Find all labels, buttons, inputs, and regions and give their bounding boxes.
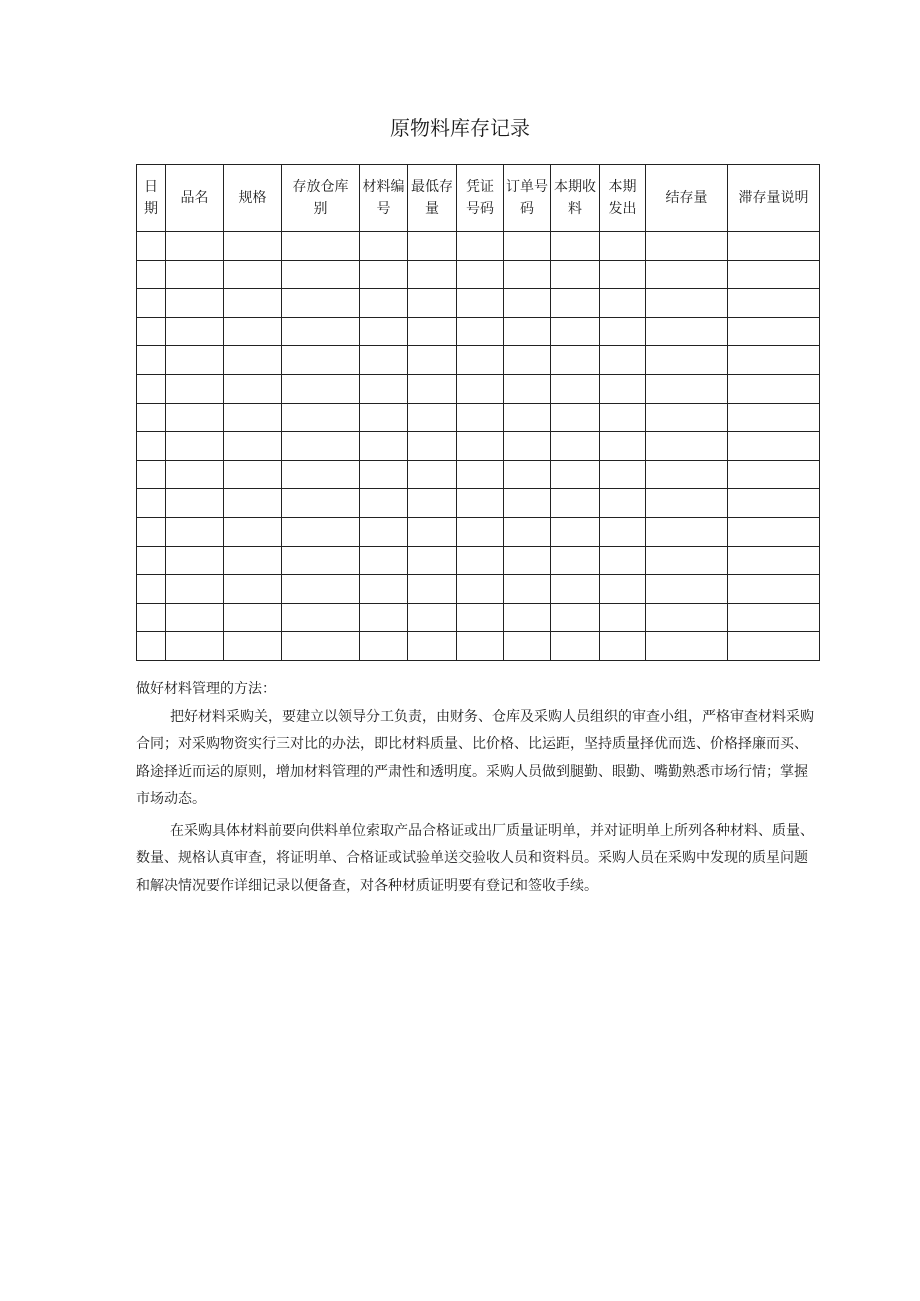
- table-cell: [166, 603, 224, 632]
- table-cell: [224, 289, 282, 318]
- table-cell: [360, 517, 408, 546]
- table-cell: [166, 260, 224, 289]
- table-cell: [224, 232, 282, 261]
- table-cell: [646, 289, 728, 318]
- table-cell: [224, 460, 282, 489]
- table-cell: [166, 346, 224, 375]
- table-cell: [504, 632, 551, 661]
- table-cell: [408, 575, 457, 604]
- table-cell: [646, 517, 728, 546]
- table-cell: [166, 632, 224, 661]
- table-cell: [728, 460, 820, 489]
- table-cell: [600, 489, 646, 518]
- table-cell: [282, 289, 360, 318]
- table-row: [137, 460, 820, 489]
- table-cell: [408, 546, 457, 575]
- table-cell: [282, 317, 360, 346]
- table-cell: [360, 575, 408, 604]
- table-cell: [457, 432, 504, 461]
- table-cell: [600, 460, 646, 489]
- table-row: [137, 517, 820, 546]
- table-cell: [504, 317, 551, 346]
- table-cell: [282, 432, 360, 461]
- table-cell: [282, 232, 360, 261]
- table-cell: [457, 317, 504, 346]
- table-row: [137, 546, 820, 575]
- table-cell: [360, 632, 408, 661]
- table-cell: [551, 632, 600, 661]
- table-cell: [282, 260, 360, 289]
- header-cell-order-no: 订单号 码: [504, 165, 551, 232]
- table-body: [137, 232, 820, 661]
- table-cell: [504, 517, 551, 546]
- header-cell-material-no: 材料编 号: [360, 165, 408, 232]
- table-cell: [282, 603, 360, 632]
- table-row: [137, 489, 820, 518]
- header-cell-item-name: 品名: [166, 165, 224, 232]
- table-cell: [728, 374, 820, 403]
- table-cell: [137, 460, 166, 489]
- table-cell: [360, 489, 408, 518]
- table-cell: [504, 346, 551, 375]
- table-cell: [360, 317, 408, 346]
- table-cell: [137, 317, 166, 346]
- table-cell: [504, 403, 551, 432]
- table-cell: [408, 232, 457, 261]
- table-cell: [504, 603, 551, 632]
- header-cell-voucher-no: 凭证 号码: [457, 165, 504, 232]
- table-cell: [360, 346, 408, 375]
- table-cell: [728, 260, 820, 289]
- table-cell: [457, 489, 504, 518]
- table-cell: [224, 632, 282, 661]
- table-cell: [646, 575, 728, 604]
- table-row: [137, 632, 820, 661]
- table-cell: [551, 346, 600, 375]
- table-cell: [600, 632, 646, 661]
- table-cell: [408, 260, 457, 289]
- table-cell: [504, 575, 551, 604]
- table-cell: [282, 346, 360, 375]
- table-cell: [728, 317, 820, 346]
- table-cell: [360, 374, 408, 403]
- table-cell: [551, 317, 600, 346]
- table-cell: [600, 289, 646, 318]
- table-cell: [360, 232, 408, 261]
- table-cell: [166, 460, 224, 489]
- table-cell: [728, 603, 820, 632]
- table-header-row: [137, 165, 820, 232]
- table-cell: [408, 432, 457, 461]
- table-cell: [137, 575, 166, 604]
- table-cell: [600, 603, 646, 632]
- table-cell: [282, 489, 360, 518]
- table-row: [137, 317, 820, 346]
- table-cell: [504, 374, 551, 403]
- table-cell: [457, 346, 504, 375]
- table-cell: [600, 346, 646, 375]
- table-cell: [646, 632, 728, 661]
- table-cell: [600, 575, 646, 604]
- table-cell: [137, 260, 166, 289]
- table-cell: [282, 460, 360, 489]
- table-cell: [137, 517, 166, 546]
- table-cell: [600, 403, 646, 432]
- table-cell: [166, 232, 224, 261]
- table-cell: [224, 260, 282, 289]
- table-cell: [728, 346, 820, 375]
- table-cell: [551, 460, 600, 489]
- table-cell: [166, 317, 224, 346]
- table-cell: [728, 432, 820, 461]
- header-cell-warehouse: 存放仓库 别: [282, 165, 360, 232]
- table-cell: [457, 632, 504, 661]
- table-cell: [224, 489, 282, 518]
- table-row: [137, 403, 820, 432]
- table-cell: [457, 232, 504, 261]
- table-row: [137, 575, 820, 604]
- table-cell: [137, 403, 166, 432]
- table-cell: [282, 517, 360, 546]
- header-cell-date: 日 期: [137, 165, 166, 232]
- table-cell: [646, 432, 728, 461]
- table-cell: [728, 489, 820, 518]
- table-cell: [646, 603, 728, 632]
- header-cell-received: 本期收 料: [551, 165, 600, 232]
- table-cell: [504, 289, 551, 318]
- table-cell: [646, 374, 728, 403]
- table-cell: [166, 546, 224, 575]
- inventory-record-table: [136, 164, 820, 661]
- table-cell: [224, 346, 282, 375]
- page-title: 原物料库存记录: [390, 116, 530, 140]
- table-cell: [360, 403, 408, 432]
- table-cell: [646, 460, 728, 489]
- table-cell: [224, 432, 282, 461]
- table-cell: [457, 374, 504, 403]
- table-cell: [646, 546, 728, 575]
- table-cell: [137, 374, 166, 403]
- table-cell: [551, 232, 600, 261]
- table-cell: [728, 632, 820, 661]
- table-cell: [457, 575, 504, 604]
- table-row: [137, 232, 820, 261]
- table-cell: [224, 403, 282, 432]
- table-cell: [282, 374, 360, 403]
- table-cell: [360, 546, 408, 575]
- table-cell: [282, 632, 360, 661]
- table-cell: [457, 260, 504, 289]
- table-cell: [551, 575, 600, 604]
- table-cell: [166, 403, 224, 432]
- table-cell: [408, 289, 457, 318]
- table-cell: [360, 460, 408, 489]
- table-cell: [408, 489, 457, 518]
- table-row: [137, 260, 820, 289]
- table-row: [137, 289, 820, 318]
- table-cell: [224, 603, 282, 632]
- table-cell: [728, 546, 820, 575]
- table-cell: [224, 374, 282, 403]
- table-cell: [551, 289, 600, 318]
- notes-paragraph: 在采购具体材料前要向供料单位索取产品合格证或出厂质量证明单，并对证明单上所列各种材料、质量、数量、规格认真审查，将证明单、合格证或试验单送交验收人员和资料员。采购人员在采购中发现的质星问题和解决情况要作详细记录以便备查，对各种材质证明要有登记和签收手续。: [136, 822, 814, 894]
- table-cell: [224, 317, 282, 346]
- table-cell: [137, 489, 166, 518]
- table-cell: [360, 260, 408, 289]
- table-cell: [646, 232, 728, 261]
- table-cell: [646, 317, 728, 346]
- table-cell: [728, 403, 820, 432]
- table-cell: [137, 232, 166, 261]
- table-cell: [551, 489, 600, 518]
- table-cell: [166, 517, 224, 546]
- table-cell: [224, 546, 282, 575]
- table-cell: [224, 575, 282, 604]
- header-cell-spec: 规格: [224, 165, 282, 232]
- header-cell-balance: 结存量: [646, 165, 728, 232]
- table-cell: [408, 346, 457, 375]
- table-cell: [137, 289, 166, 318]
- table-cell: [504, 489, 551, 518]
- table-cell: [551, 432, 600, 461]
- table-cell: [504, 232, 551, 261]
- table-cell: [408, 460, 457, 489]
- table-cell: [137, 603, 166, 632]
- table-cell: [166, 575, 224, 604]
- table-cell: [137, 632, 166, 661]
- table-cell: [504, 546, 551, 575]
- table-cell: [360, 289, 408, 318]
- table-cell: [166, 374, 224, 403]
- table-cell: [408, 517, 457, 546]
- notes-heading: 做好材料管理的方法：: [136, 681, 276, 697]
- table-row: [137, 346, 820, 375]
- table-cell: [600, 432, 646, 461]
- table-cell: [646, 260, 728, 289]
- table-cell: [646, 489, 728, 518]
- table-cell: [408, 403, 457, 432]
- table-row: [137, 603, 820, 632]
- header-cell-issued: 本期 发出: [600, 165, 646, 232]
- table-cell: [728, 575, 820, 604]
- table-cell: [551, 603, 600, 632]
- table-row: [137, 374, 820, 403]
- table-cell: [137, 432, 166, 461]
- table-cell: [360, 603, 408, 632]
- table-cell: [600, 260, 646, 289]
- table-cell: [457, 517, 504, 546]
- table-cell: [457, 460, 504, 489]
- table-cell: [282, 546, 360, 575]
- table-cell: [551, 546, 600, 575]
- management-notes: [136, 676, 820, 900]
- table-cell: [408, 374, 457, 403]
- table-cell: [408, 632, 457, 661]
- table-cell: [137, 546, 166, 575]
- table-cell: [600, 517, 646, 546]
- table-cell: [137, 346, 166, 375]
- table-cell: [166, 489, 224, 518]
- table-cell: [408, 603, 457, 632]
- table-cell: [646, 346, 728, 375]
- table-cell: [646, 403, 728, 432]
- table-cell: [551, 517, 600, 546]
- table-cell: [457, 289, 504, 318]
- table-cell: [360, 432, 408, 461]
- table-cell: [728, 232, 820, 261]
- table-cell: [504, 432, 551, 461]
- table-row: [137, 432, 820, 461]
- table-cell: [282, 403, 360, 432]
- table-cell: [551, 403, 600, 432]
- header-cell-stagnant-note: 滞存量说明: [728, 165, 820, 232]
- table-cell: [224, 517, 282, 546]
- table-cell: [600, 374, 646, 403]
- header-cell-min-stock: 最低存 量: [408, 165, 457, 232]
- table-cell: [504, 260, 551, 289]
- table-cell: [457, 603, 504, 632]
- table-cell: [551, 260, 600, 289]
- table-cell: [166, 289, 224, 318]
- table-cell: [728, 517, 820, 546]
- table-cell: [504, 460, 551, 489]
- table-cell: [551, 374, 600, 403]
- table-cell: [600, 317, 646, 346]
- table-cell: [457, 403, 504, 432]
- table-cell: [600, 232, 646, 261]
- table-cell: [282, 575, 360, 604]
- table-cell: [457, 546, 504, 575]
- notes-paragraph: 把好材料采购关，要建立以领导分工负责，由财务、仓库及采购人员组织的审查小组，严格审查材料采购合同；对采购物资实行三对比的办法，即比材料质量、比价格、比运距，坚持质量择优而选、价格择廉而买、路途择近而运的原则，增加材料管理的严肃性和透明度。采购人员做到腿勤、眼勤、嘴勤熟悉市场行情；掌握市场动态。: [136, 708, 814, 807]
- table-cell: [728, 289, 820, 318]
- table-cell: [408, 317, 457, 346]
- table-cell: [166, 432, 224, 461]
- table-cell: [600, 546, 646, 575]
